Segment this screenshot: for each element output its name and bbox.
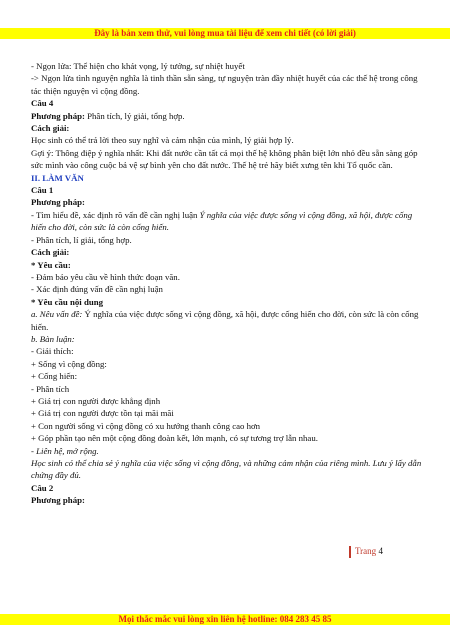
paragraph — [31, 110, 425, 122]
paragraph: + Cống hiến: — [31, 371, 78, 382]
paragraph: -> Ngọn lửa tình nguyện nghĩa là tinh thần sẵn sàng, tự nguyện tràn đầy nhiệt huyết của các thế hệ trong công tác thiện nguyện vì cộng đồng. — [31, 73, 418, 96]
run-label: - Tìm hiểu đề, xác định rõ vấn đề cần nghị luận — [31, 209, 200, 220]
paragraph — [31, 308, 425, 333]
page-label: Trang — [355, 546, 377, 556]
paragraph: b. Bàn luận: — [31, 333, 75, 344]
run-text: Ý nghĩa của việc được sống vì cộng đồng, xã hội, được cống hiến cho đời, còn sức là còn cống hiến. — [31, 309, 419, 332]
paragraph: - Ngọn lửa: Thể hiện cho khát vọng, lý tưởng, sự nhiệt huyết — [31, 61, 245, 71]
paragraph: - Giải thích: — [31, 346, 74, 357]
paragraph: Phương pháp: — [31, 495, 85, 506]
run-text: Ý nghĩa của việc được sống vì cộng đồng, xã hội, được cống hiến cho đời, còn sức là còn cống hiến. — [31, 209, 413, 233]
paragraph: Câu 1 — [31, 185, 54, 196]
paragraph: Phương pháp: — [31, 197, 85, 208]
paragraph: Gợi ý: Thông điệp ý nghĩa nhất: Khi đất nước cần tất cả mọi thế hệ không phân biệt lớn nhỏ đều sẵn sàng góp sức mình vào công cuộc bả vệ sự bình yên cho đất nước. Thế hệ trẻ hãy biết xưng tên khi Tổ quốc cần. — [31, 147, 418, 171]
page-number-rule — [349, 546, 351, 558]
run-label: a. Nêu vấn đề: — [31, 309, 83, 320]
run-text: Phân tích, lý giải, tổng hợp. — [84, 110, 185, 121]
paragraph: Học sinh có thể trả lời theo suy nghĩ và cảm nhận của mình, lý giải hợp lý. — [31, 135, 294, 146]
paragraph: + Giá trị con người được khẳng định — [31, 395, 161, 406]
paragraph: * Yêu cầu nội dung — [31, 296, 104, 307]
paragraph: + Góp phần tạo nên một cộng đồng đoàn kết, lớn mạnh, có sự tương trợ lẫn nhau. — [31, 433, 318, 444]
paragraph: - Đảm bảo yêu cầu về hình thức đoạn văn. — [31, 271, 180, 282]
paragraph: II. LÀM VĂN — [31, 172, 84, 183]
run-label: Phương pháp: — [31, 110, 85, 121]
paragraph: - Xác định đúng vấn đề cần nghị luận — [31, 284, 163, 295]
paragraph: - Phân tích, lí giải, tổng hợp. — [31, 234, 132, 245]
document-body — [31, 60, 425, 507]
hotline-footer: Mọi thắc mắc vui lòng xin liên hệ hotline: 084 283 45 85 — [0, 614, 450, 625]
paragraph: - Liên hệ, mở rộng. — [31, 445, 99, 456]
paragraph: + Sống vì cộng đồng: — [31, 358, 107, 369]
paragraph: - Phân tích — [31, 383, 70, 394]
paragraph: + Giá trị con người được tồn tại mãi mãi — [31, 408, 174, 419]
paragraph: Câu 4 — [31, 98, 54, 109]
paragraph: Cách giải: — [31, 123, 70, 134]
paragraph: Học sinh có thể chia sẻ ý nghĩa của việc sống vì cộng đồng, và những cảm nhận của riêng mình. Lưu ý lấy dẫn chứng đầy đủ. — [31, 458, 422, 481]
page-number-value: 4 — [378, 546, 383, 556]
paragraph: Câu 2 — [31, 482, 54, 493]
paragraph: * Yêu cầu: — [31, 259, 71, 270]
paragraph: + Con người sống vì cộng đồng có xu hướng thanh công cao hơn — [31, 420, 261, 431]
paragraph — [31, 209, 425, 234]
paragraph: Cách giải: — [31, 247, 70, 258]
page-number — [355, 546, 383, 556]
preview-banner: Đây là bản xem thử, vui lòng mua tài liệu để xem chi tiết (có lời giải) — [0, 28, 450, 39]
